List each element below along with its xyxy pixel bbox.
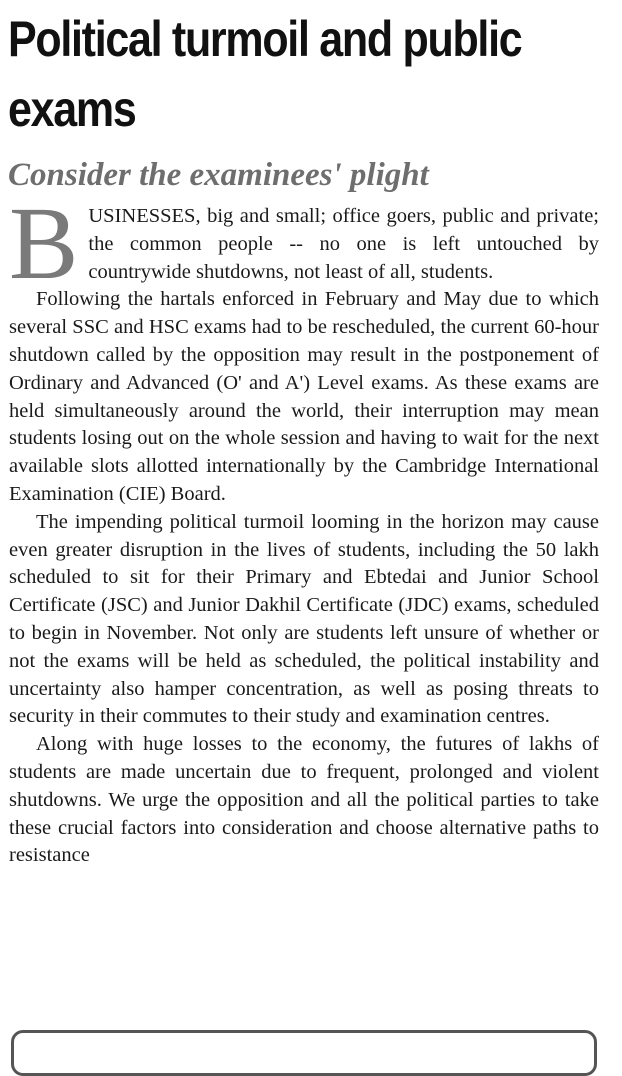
article-body — [9, 186, 599, 870]
paragraph-1-text: USINESSES, big and small; office goers, public and private; the common people -- no one is left untouched by countrywide shutdowns, not least of all, students. — [88, 205, 599, 283]
paragraph-1 — [9, 186, 599, 301]
headline: Political turmoil and public exams — [8, 11, 522, 137]
paragraph-2: Following the hartals enforced in February and May due to which several SSC and HSC exams had to be rescheduled, the current 60-hour shutdown called by the opposition may result in the postponement of Ordinary and Advanced (O' and A') Level exams. As these exams are held simultaneously around the world, their interruption may mean students losing out on the whole session and having to wait for the next available slots allotted internationally by the Cambridge International Examination (CIE) Board. — [9, 288, 599, 505]
page-margin — [607, 0, 622, 1049]
paragraph-3: The impending political turmoil looming in the horizon may cause even greater disruption in the lives of students, including the 50 lakh scheduled to sit for their Primary and Ebtedai and Junior School Certificate (JSC) and Junior Dakhil Certificate (JDC) exams, scheduled to begin in November. Not only are students left unsure of whether or not the exams will be held as scheduled, the political instability and uncertainty also hamper concentration, as well as posing threats to security in their commutes to their study and examination centres. — [9, 510, 599, 728]
drop-cap: B — [9, 186, 79, 301]
next-article-box — [11, 1030, 597, 1076]
subheadline: Consider the examinees' plight — [8, 157, 429, 193]
paragraph-4: Along with huge losses to the economy, the futures of lakhs of students are made uncertain due to frequent, prolonged and violent shutdowns. We urge the opposition and all the political parties to take these crucial factors into consideration and choose alternative paths to resistance — [9, 733, 599, 867]
